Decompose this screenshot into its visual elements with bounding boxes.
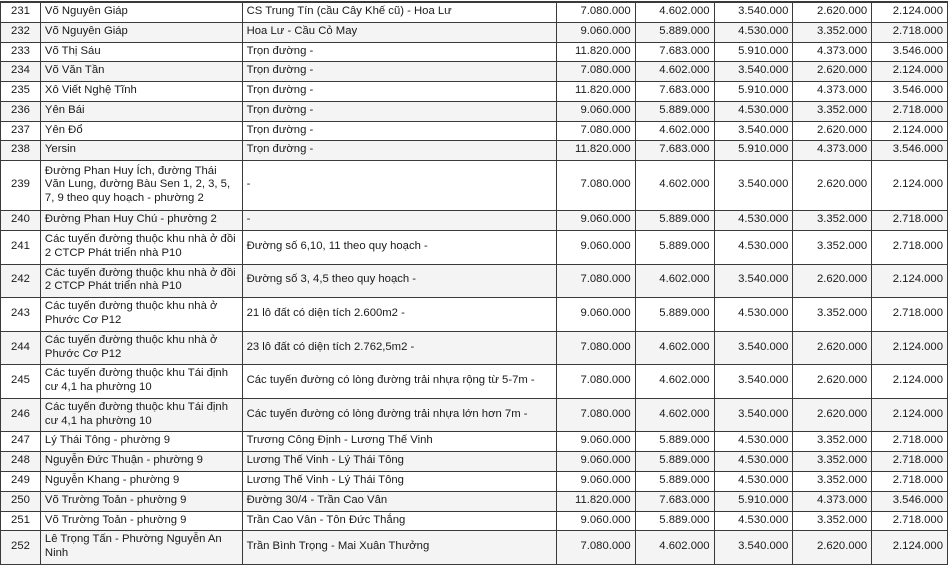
table-row[interactable] xyxy=(1,161,948,211)
cell-price-1[interactable]: 9.060.000 xyxy=(556,471,635,491)
cell-segment-description[interactable]: Trọn đường - xyxy=(242,141,556,161)
cell-segment-description[interactable]: Lương Thế Vinh - Lý Thái Tông xyxy=(242,471,556,491)
cell-price-5[interactable]: 2.124.000 xyxy=(872,62,948,82)
cell-price-2[interactable]: 5.889.000 xyxy=(635,231,714,265)
cell-price-2[interactable]: 7.683.000 xyxy=(635,491,714,511)
cell-price-1[interactable]: 9.060.000 xyxy=(556,298,635,332)
cell-price-1[interactable]: 7.080.000 xyxy=(556,161,635,211)
cell-price-2[interactable]: 4.602.000 xyxy=(635,161,714,211)
cell-street-name[interactable]: Đường Phan Huy Chú - phường 2 xyxy=(40,211,242,231)
table-row[interactable] xyxy=(1,491,948,511)
cell-price-4[interactable]: 2.620.000 xyxy=(793,3,872,23)
cell-price-2[interactable]: 5.889.000 xyxy=(635,432,714,452)
cell-price-1[interactable]: 11.820.000 xyxy=(556,42,635,62)
cell-segment-description[interactable]: Hoa Lư - Cầu Cỏ May xyxy=(242,22,556,42)
cell-price-5[interactable]: 2.718.000 xyxy=(872,298,948,332)
cell-street-name[interactable]: Yên Đổ xyxy=(40,121,242,141)
cell-segment-description[interactable]: 21 lô đất có diện tích 2.600m2 - xyxy=(242,298,556,332)
table-row[interactable] xyxy=(1,331,948,365)
cell-price-5[interactable]: 2.124.000 xyxy=(872,398,948,432)
cell-price-2[interactable]: 4.602.000 xyxy=(635,365,714,399)
cell-price-1[interactable]: 7.080.000 xyxy=(556,531,635,565)
cell-street-name[interactable]: Võ Nguyên Giáp xyxy=(40,3,242,23)
cell-price-5[interactable]: 2.124.000 xyxy=(872,121,948,141)
cell-price-1[interactable]: 9.060.000 xyxy=(556,511,635,531)
cell-price-5[interactable]: 2.124.000 xyxy=(872,531,948,565)
table-row[interactable] xyxy=(1,42,948,62)
cell-price-4[interactable]: 3.352.000 xyxy=(793,471,872,491)
cell-price-1[interactable]: 9.060.000 xyxy=(556,22,635,42)
cell-price-4[interactable]: 2.620.000 xyxy=(793,531,872,565)
table-row[interactable] xyxy=(1,511,948,531)
cell-price-3[interactable]: 3.540.000 xyxy=(714,398,793,432)
cell-stt[interactable]: 234 xyxy=(1,62,41,82)
cell-price-4[interactable]: 3.352.000 xyxy=(793,511,872,531)
table-row[interactable] xyxy=(1,22,948,42)
table-row[interactable] xyxy=(1,121,948,141)
cell-price-2[interactable]: 4.602.000 xyxy=(635,398,714,432)
cell-street-name[interactable]: Lý Thái Tông - phường 9 xyxy=(40,432,242,452)
cell-price-1[interactable]: 7.080.000 xyxy=(556,331,635,365)
cell-price-3[interactable]: 4.530.000 xyxy=(714,298,793,332)
cell-price-4[interactable]: 4.373.000 xyxy=(793,82,872,102)
cell-price-5[interactable]: 2.124.000 xyxy=(872,331,948,365)
cell-price-5[interactable]: 2.718.000 xyxy=(872,22,948,42)
cell-stt[interactable]: 252 xyxy=(1,531,41,565)
cell-price-3[interactable]: 3.540.000 xyxy=(714,62,793,82)
cell-stt[interactable]: 235 xyxy=(1,82,41,102)
cell-street-name[interactable]: Võ Trường Toản - phường 9 xyxy=(40,491,242,511)
cell-stt[interactable]: 251 xyxy=(1,511,41,531)
cell-price-5[interactable]: 2.124.000 xyxy=(872,161,948,211)
cell-price-1[interactable]: 11.820.000 xyxy=(556,141,635,161)
cell-segment-description[interactable]: Đường số 3, 4,5 theo quy hoạch - xyxy=(242,264,556,298)
cell-price-4[interactable]: 3.352.000 xyxy=(793,22,872,42)
cell-stt[interactable]: 250 xyxy=(1,491,41,511)
cell-price-4[interactable]: 2.620.000 xyxy=(793,121,872,141)
cell-price-1[interactable]: 7.080.000 xyxy=(556,121,635,141)
cell-price-5[interactable]: 3.546.000 xyxy=(872,491,948,511)
cell-price-4[interactable]: 2.620.000 xyxy=(793,331,872,365)
cell-price-2[interactable]: 5.889.000 xyxy=(635,22,714,42)
cell-street-name[interactable]: Nguyễn Đức Thuận - phường 9 xyxy=(40,452,242,472)
cell-segment-description[interactable]: Các tuyến đường có lòng đường trải nhựa lớn hơn 7m - xyxy=(242,398,556,432)
cell-price-4[interactable]: 3.352.000 xyxy=(793,231,872,265)
cell-price-3[interactable]: 5.910.000 xyxy=(714,82,793,102)
table-row[interactable] xyxy=(1,231,948,265)
cell-price-5[interactable]: 3.546.000 xyxy=(872,141,948,161)
cell-price-3[interactable]: 3.540.000 xyxy=(714,3,793,23)
table-row[interactable] xyxy=(1,141,948,161)
cell-price-3[interactable]: 4.530.000 xyxy=(714,101,793,121)
cell-stt[interactable]: 236 xyxy=(1,101,41,121)
cell-price-2[interactable]: 5.889.000 xyxy=(635,298,714,332)
cell-price-1[interactable]: 11.820.000 xyxy=(556,491,635,511)
cell-segment-description[interactable]: Trần Cao Vân - Tôn Đức Thắng xyxy=(242,511,556,531)
cell-price-4[interactable]: 3.352.000 xyxy=(793,101,872,121)
cell-stt[interactable]: 233 xyxy=(1,42,41,62)
table-row[interactable] xyxy=(1,264,948,298)
cell-segment-description[interactable]: Trọn đường - xyxy=(242,62,556,82)
cell-price-4[interactable]: 3.352.000 xyxy=(793,432,872,452)
cell-price-2[interactable]: 4.602.000 xyxy=(635,531,714,565)
cell-price-5[interactable]: 2.718.000 xyxy=(872,211,948,231)
cell-street-name[interactable]: Võ Văn Tần xyxy=(40,62,242,82)
cell-stt[interactable]: 246 xyxy=(1,398,41,432)
cell-segment-description[interactable]: Đường số 6,10, 11 theo quy hoạch - xyxy=(242,231,556,265)
cell-price-4[interactable]: 2.620.000 xyxy=(793,161,872,211)
cell-segment-description[interactable]: 23 lô đất có diện tích 2.762,5m2 - xyxy=(242,331,556,365)
table-row[interactable] xyxy=(1,3,948,23)
cell-segment-description[interactable]: Đường 30/4 - Trần Cao Vân xyxy=(242,491,556,511)
cell-segment-description[interactable]: Trọn đường - xyxy=(242,42,556,62)
cell-price-1[interactable]: 7.080.000 xyxy=(556,398,635,432)
cell-street-name[interactable]: Yên Bái xyxy=(40,101,242,121)
cell-price-1[interactable]: 7.080.000 xyxy=(556,3,635,23)
cell-stt[interactable]: 244 xyxy=(1,331,41,365)
cell-stt[interactable]: 238 xyxy=(1,141,41,161)
cell-price-4[interactable]: 3.352.000 xyxy=(793,452,872,472)
cell-price-3[interactable]: 4.530.000 xyxy=(714,231,793,265)
cell-stt[interactable]: 239 xyxy=(1,161,41,211)
cell-price-4[interactable]: 2.620.000 xyxy=(793,62,872,82)
cell-price-3[interactable]: 5.910.000 xyxy=(714,141,793,161)
table-body xyxy=(1,3,948,565)
cell-segment-description[interactable]: Trọn đường - xyxy=(242,101,556,121)
cell-segment-description[interactable]: Trần Bình Trọng - Mai Xuân Thưởng xyxy=(242,531,556,565)
cell-price-5[interactable]: 2.718.000 xyxy=(872,432,948,452)
clipped-row-bottom-edge xyxy=(0,565,948,569)
cell-price-3[interactable]: 3.540.000 xyxy=(714,161,793,211)
cell-price-5[interactable]: 2.718.000 xyxy=(872,471,948,491)
cell-segment-description[interactable]: CS Trung Tín (cầu Cây Khế cũ) - Hoa Lư xyxy=(242,3,556,23)
cell-street-name[interactable]: Yersin xyxy=(40,141,242,161)
cell-price-1[interactable]: 9.060.000 xyxy=(556,452,635,472)
cell-price-1[interactable]: 11.820.000 xyxy=(556,82,635,102)
cell-street-name[interactable]: Nguyễn Khang - phường 9 xyxy=(40,471,242,491)
table-row[interactable] xyxy=(1,211,948,231)
cell-price-4[interactable]: 4.373.000 xyxy=(793,42,872,62)
cell-price-1[interactable]: 9.060.000 xyxy=(556,101,635,121)
cell-stt[interactable]: 249 xyxy=(1,471,41,491)
table-row[interactable] xyxy=(1,82,948,102)
table-row[interactable] xyxy=(1,365,948,399)
cell-segment-description[interactable]: Trọn đường - xyxy=(242,121,556,141)
cell-price-5[interactable]: 2.718.000 xyxy=(872,101,948,121)
cell-price-1[interactable]: 9.060.000 xyxy=(556,231,635,265)
cell-stt[interactable]: 248 xyxy=(1,452,41,472)
cell-price-5[interactable]: 2.124.000 xyxy=(872,264,948,298)
cell-stt[interactable]: 240 xyxy=(1,211,41,231)
cell-price-3[interactable]: 4.530.000 xyxy=(714,211,793,231)
cell-price-2[interactable]: 4.602.000 xyxy=(635,62,714,82)
cell-price-3[interactable]: 3.540.000 xyxy=(714,531,793,565)
cell-street-name[interactable]: Các tuyến đường thuộc khu nhà ở đồi 2 CTCP Phát triển nhà P10 xyxy=(40,231,242,265)
cell-stt[interactable]: 245 xyxy=(1,365,41,399)
cell-segment-description[interactable]: Lương Thế Vinh - Lý Thái Tông xyxy=(242,452,556,472)
cell-price-3[interactable]: 3.540.000 xyxy=(714,264,793,298)
cell-street-name[interactable]: Đường Phan Huy Ích, đường Thái Văn Lung, đường Bàu Sen 1, 2, 3, 5, 7, 9 theo quy hoạch - phường 2 xyxy=(40,161,242,211)
cell-price-2[interactable]: 7.683.000 xyxy=(635,42,714,62)
cell-segment-description[interactable]: - xyxy=(242,211,556,231)
table-row[interactable] xyxy=(1,298,948,332)
cell-price-3[interactable]: 3.540.000 xyxy=(714,365,793,399)
cell-price-1[interactable]: 7.080.000 xyxy=(556,264,635,298)
cell-price-5[interactable]: 2.718.000 xyxy=(872,231,948,265)
cell-price-1[interactable]: 7.080.000 xyxy=(556,62,635,82)
cell-stt[interactable]: 247 xyxy=(1,432,41,452)
table-row[interactable] xyxy=(1,471,948,491)
cell-stt[interactable]: 242 xyxy=(1,264,41,298)
cell-segment-description[interactable]: Các tuyến đường có lòng đường trải nhựa rộng từ 5-7m - xyxy=(242,365,556,399)
cell-street-name[interactable]: Xô Viết Nghệ Tĩnh xyxy=(40,82,242,102)
cell-price-3[interactable]: 4.530.000 xyxy=(714,452,793,472)
table-row[interactable] xyxy=(1,531,948,565)
cell-street-name[interactable]: Lê Trọng Tấn - Phường Nguyễn An Ninh xyxy=(40,531,242,565)
table-row[interactable] xyxy=(1,452,948,472)
cell-street-name[interactable]: Các tuyến đường thuộc khu Tái định cư 4,1 ha phường 10 xyxy=(40,365,242,399)
cell-price-3[interactable]: 5.910.000 xyxy=(714,42,793,62)
cell-street-name[interactable]: Các tuyến đường thuộc khu nhà ở Phước Cơ P12 xyxy=(40,331,242,365)
cell-price-2[interactable]: 7.683.000 xyxy=(635,141,714,161)
table-row[interactable] xyxy=(1,101,948,121)
cell-price-1[interactable]: 7.080.000 xyxy=(556,365,635,399)
table-row[interactable] xyxy=(1,432,948,452)
cell-price-5[interactable]: 2.124.000 xyxy=(872,365,948,399)
cell-street-name[interactable]: Các tuyến đường thuộc khu nhà ở đồi 2 CTCP Phát triển nhà P10 xyxy=(40,264,242,298)
cell-price-5[interactable]: 2.718.000 xyxy=(872,452,948,472)
cell-price-2[interactable]: 5.889.000 xyxy=(635,211,714,231)
cell-street-name[interactable]: Các tuyến đường thuộc khu Tái định cư 4,1 ha phường 10 xyxy=(40,398,242,432)
cell-price-1[interactable]: 9.060.000 xyxy=(556,432,635,452)
cell-street-name[interactable]: Võ Thị Sáu xyxy=(40,42,242,62)
cell-price-4[interactable]: 2.620.000 xyxy=(793,365,872,399)
cell-street-name[interactable]: Võ Trường Toản - phường 9 xyxy=(40,511,242,531)
cell-price-3[interactable]: 4.530.000 xyxy=(714,432,793,452)
cell-price-3[interactable]: 3.540.000 xyxy=(714,121,793,141)
cell-price-2[interactable]: 4.602.000 xyxy=(635,331,714,365)
cell-price-4[interactable]: 3.352.000 xyxy=(793,211,872,231)
cell-price-4[interactable]: 2.620.000 xyxy=(793,398,872,432)
cell-street-name[interactable]: Võ Nguyên Giáp xyxy=(40,22,242,42)
cell-price-5[interactable]: 3.546.000 xyxy=(872,82,948,102)
cell-segment-description[interactable]: Trọn đường - xyxy=(242,82,556,102)
cell-price-2[interactable]: 4.602.000 xyxy=(635,3,714,23)
cell-stt[interactable]: 241 xyxy=(1,231,41,265)
cell-price-4[interactable]: 3.352.000 xyxy=(793,298,872,332)
cell-price-3[interactable]: 5.910.000 xyxy=(714,491,793,511)
cell-price-2[interactable]: 7.683.000 xyxy=(635,82,714,102)
cell-price-5[interactable]: 2.124.000 xyxy=(872,3,948,23)
cell-stt[interactable]: 243 xyxy=(1,298,41,332)
cell-price-5[interactable]: 2.718.000 xyxy=(872,511,948,531)
cell-segment-description[interactable]: Trương Công Định - Lương Thế Vinh xyxy=(242,432,556,452)
cell-price-3[interactable]: 4.530.000 xyxy=(714,22,793,42)
cell-price-2[interactable]: 5.889.000 xyxy=(635,101,714,121)
cell-street-name[interactable]: Các tuyến đường thuộc khu nhà ở Phước Cơ P12 xyxy=(40,298,242,332)
cell-price-1[interactable]: 9.060.000 xyxy=(556,211,635,231)
table-row[interactable] xyxy=(1,62,948,82)
cell-price-4[interactable]: 2.620.000 xyxy=(793,264,872,298)
cell-price-4[interactable]: 4.373.000 xyxy=(793,141,872,161)
cell-price-3[interactable]: 4.530.000 xyxy=(714,471,793,491)
table-row[interactable] xyxy=(1,398,948,432)
cell-price-2[interactable]: 4.602.000 xyxy=(635,121,714,141)
cell-price-2[interactable]: 4.602.000 xyxy=(635,264,714,298)
cell-price-2[interactable]: 5.889.000 xyxy=(635,452,714,472)
cell-price-2[interactable]: 5.889.000 xyxy=(635,471,714,491)
cell-stt[interactable]: 237 xyxy=(1,121,41,141)
cell-price-2[interactable]: 5.889.000 xyxy=(635,511,714,531)
cell-price-3[interactable]: 3.540.000 xyxy=(714,331,793,365)
cell-segment-description[interactable]: - xyxy=(242,161,556,211)
cell-stt[interactable]: 231 xyxy=(1,3,41,23)
cell-price-4[interactable]: 4.373.000 xyxy=(793,491,872,511)
land-price-table xyxy=(0,2,948,565)
cell-price-5[interactable]: 3.546.000 xyxy=(872,42,948,62)
cell-price-3[interactable]: 4.530.000 xyxy=(714,511,793,531)
cell-stt[interactable]: 232 xyxy=(1,22,41,42)
